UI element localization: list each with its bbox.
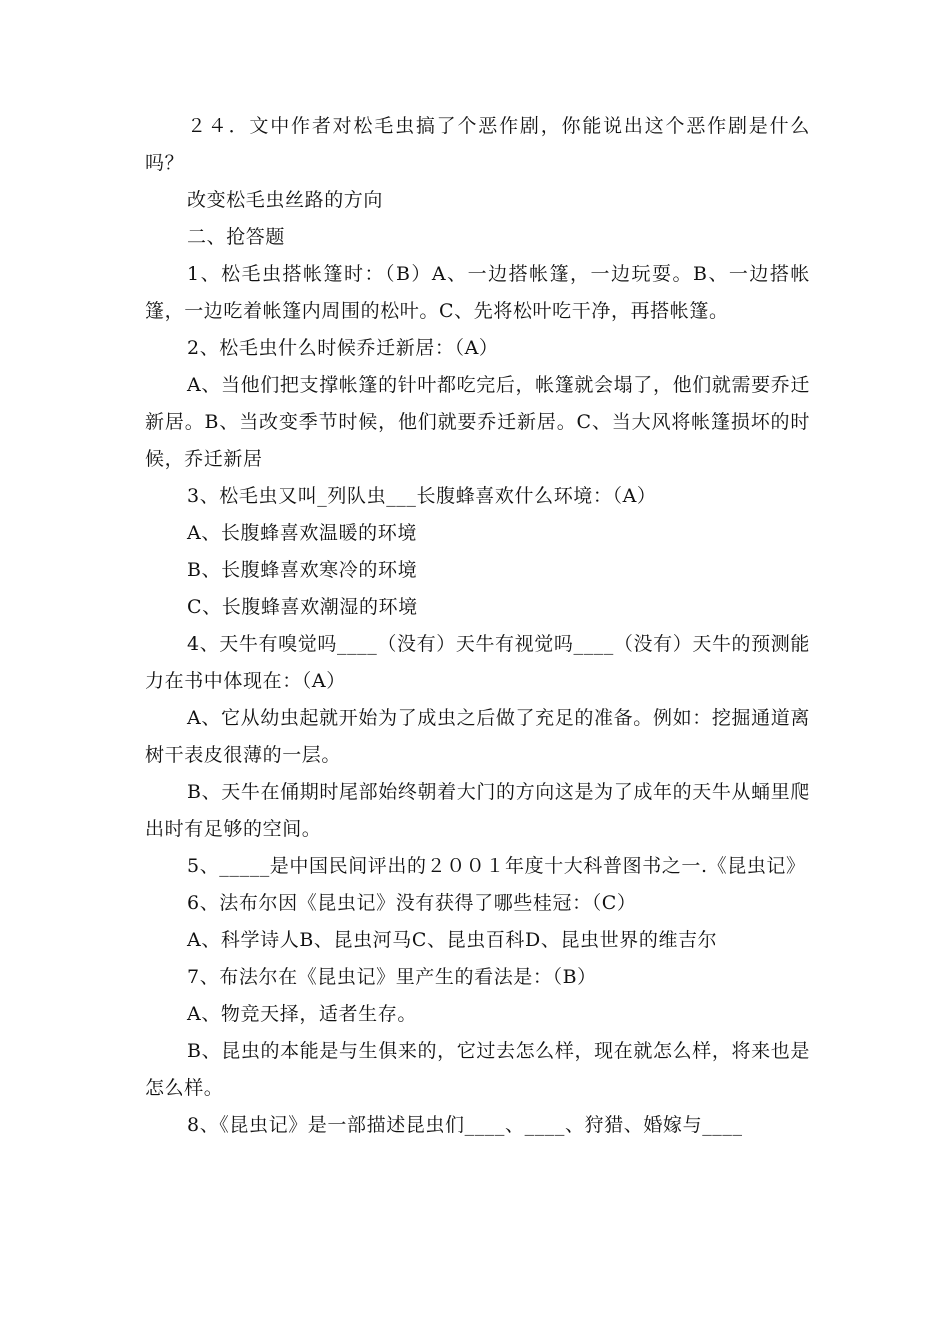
question-3: 3、松毛虫又叫_列队虫___长腹蜂喜欢什么环境：（A） xyxy=(187,485,657,507)
question-6-options: A、科学诗人B、昆虫河马C、昆虫百科D、昆虫世界的维吉尔 xyxy=(187,929,718,951)
question-4-option-b: B、天牛在俑期时尾部始终朝着大门的方向这是为了成年的天牛从蛹里爬出时有足够的空间。 xyxy=(145,781,810,840)
question-3-option-c: C、长腹蜂喜欢潮湿的环境 xyxy=(187,596,418,618)
question-3-option-b: B、长腹蜂喜欢寒冷的环境 xyxy=(187,559,418,581)
question-7-option-b: B、昆虫的本能是与生俱来的，它过去怎么样，现在就怎么样，将来也是怎么样。 xyxy=(145,1040,810,1099)
question-4: 4、天牛有嗅觉吗____（没有）天牛有视觉吗____（没有）天牛的预测能力在书中体现在：（A） xyxy=(145,633,810,692)
question-3-option-a: A、长腹蜂喜欢温暖的环境 xyxy=(187,522,417,544)
answer-24: 改变松毛虫丝路的方向 xyxy=(187,189,384,211)
question-8: 8、《昆虫记》是一部描述昆虫们____、____、狩猎、婚嫁与____ xyxy=(187,1114,743,1136)
question-4-option-a: A、它从幼虫起就开始为了成虫之后做了充足的准备。例如：挖掘通道离树干表皮很薄的一层。 xyxy=(145,707,810,766)
question-2-options: A、当他们把支撑帐篷的针叶都吃完后，帐篷就会塌了，他们就需要乔迁新居。B、当改变季节时候，他们就要乔迁新居。C、当大风将帐篷损坏的时候，乔迁新居 xyxy=(145,374,810,470)
question-7-option-a: A、物竞天择，适者生存。 xyxy=(187,1003,417,1025)
document-body xyxy=(145,108,810,1144)
question-1: 1、松毛虫搭帐篷时：（B）A、一边搭帐篷，一边玩耍。B、一边搭帐篷，一边吃着帐篷内周围的松叶。C、先将松叶吃干净，再搭帐篷。 xyxy=(145,263,810,322)
question-2: 2、松毛虫什么时候乔迁新居：（A） xyxy=(187,337,499,359)
section-heading: 二、抢答题 xyxy=(187,226,286,248)
question-24: ２４．文中作者对松毛虫搞了个恶作剧，你能说出这个恶作剧是什么吗？ xyxy=(145,115,810,174)
question-5: 5、_____是中国民间评出的２００１年度十大科普图书之一.《昆虫记》 xyxy=(187,855,806,877)
question-6: 6、法布尔因《昆虫记》没有获得了哪些桂冠：（C） xyxy=(187,892,637,914)
question-7: 7、布法尔在《昆虫记》里产生的看法是：（B） xyxy=(187,966,597,988)
